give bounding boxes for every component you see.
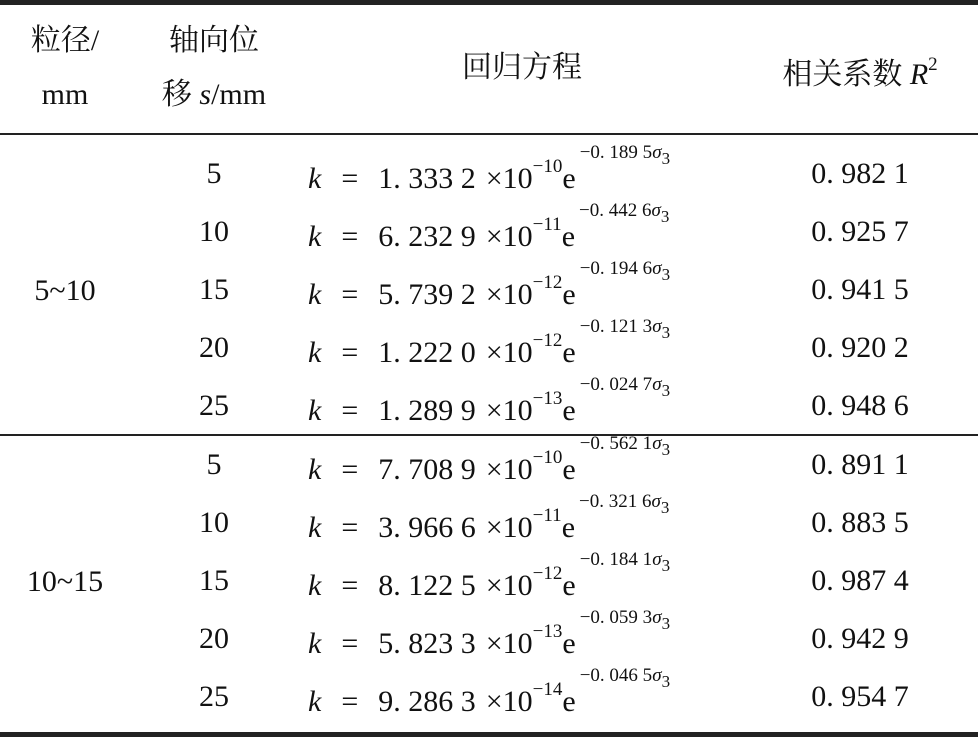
eq-exponent-value: −0. 024 7 [579,374,653,395]
eq-sign: = [341,627,359,660]
group-separator-rule [0,434,978,436]
correlation-coefficient-cell: 0. 987 4 [811,564,909,597]
regression-equation [308,142,671,196]
eq-sign: = [341,394,359,427]
eq-sigma-sub: 3 [661,149,671,168]
eq-exponent-value: −0. 059 3 [579,607,653,628]
eq-sigma-sub: 3 [661,323,671,342]
eq-sign: = [341,336,359,369]
axial-displacement-cell: 10 [199,215,229,248]
eq-coefficient: 3. 966 6 [378,511,476,544]
correlation-coefficient-cell: 0. 941 5 [811,273,909,306]
eq-sigma-sub: 3 [660,207,670,226]
eq-times-ten: ×10 [485,685,533,718]
eq-exponent [579,491,670,517]
eq-lhs: k [308,162,322,195]
correlation-coefficient-cell: 0. 883 5 [811,506,909,539]
eq-sigma: σ [652,433,662,454]
bottom-rule [0,732,978,737]
eq-exponent-value: −0. 189 5 [579,142,653,163]
eq-base-e: e [562,336,576,369]
eq-exponent-value: −0. 321 6 [579,491,652,512]
eq-power: −14 [532,679,563,700]
eq-base-e: e [561,511,576,544]
eq-times-ten: ×10 [485,394,533,427]
eq-coefficient: 9. 286 3 [378,685,476,718]
eq-coefficient: 1. 333 2 [378,162,476,195]
eq-sigma-sub: 3 [661,265,671,284]
eq-sigma: σ [652,142,662,163]
eq-lhs: k [308,394,322,427]
correlation-coefficient-cell: 0. 920 2 [811,331,909,364]
eq-power: −13 [532,621,563,642]
correlation-coefficient-cell: 0. 942 9 [811,622,909,655]
eq-power: −10 [532,156,563,177]
eq-exponent-value: −0. 046 5 [579,665,653,686]
correlation-coefficient-cell: 0. 954 7 [811,680,909,713]
header-axial-displacement-var: s [199,78,212,111]
regression-equation [308,374,671,428]
eq-lhs: k [308,220,322,253]
eq-base-e: e [562,453,576,486]
eq-sign: = [341,511,359,544]
eq-sigma-sub: 3 [661,672,671,691]
eq-coefficient: 5. 823 3 [378,627,476,660]
eq-times-ten: ×10 [485,511,533,544]
eq-exponent [579,142,671,168]
eq-sigma: σ [651,200,661,221]
axial-displacement-cell: 5 [206,448,222,481]
header-regression-equation: 回归方程 [462,51,582,84]
eq-lhs: k [308,569,322,602]
eq-sign: = [341,685,359,718]
regression-equation [308,607,671,661]
axial-displacement-cell: 15 [199,564,229,597]
axial-displacement-cell: 20 [199,622,229,655]
header-particle-size [31,14,99,122]
header-particle-size-line1: 粒径/ [30,24,100,57]
eq-sigma: σ [652,316,662,337]
eq-sign: = [341,569,359,602]
eq-lhs: k [308,336,322,369]
eq-exponent [579,200,670,226]
axial-displacement-cell: 15 [199,273,229,306]
eq-base-e: e [561,220,576,253]
axial-displacement-cell: 5 [206,157,222,190]
eq-power: −12 [532,563,563,584]
eq-exponent [579,316,671,342]
eq-times-ten: ×10 [485,569,533,602]
eq-base-e: e [562,569,576,602]
eq-base-e: e [562,685,576,718]
eq-coefficient: 7. 708 9 [378,453,476,486]
eq-sigma: σ [652,374,662,395]
eq-coefficient: 5. 739 2 [378,278,476,311]
eq-power: −12 [532,330,563,351]
correlation-coefficient-cell: 0. 925 7 [811,215,909,248]
eq-times-ten: ×10 [485,278,533,311]
eq-sigma: σ [652,549,662,570]
eq-lhs: k [308,453,322,486]
eq-lhs: k [308,278,322,311]
eq-base-e: e [562,627,576,660]
eq-sigma: σ [651,491,661,512]
axial-displacement-cell: 25 [199,389,229,422]
eq-power: −13 [532,388,563,409]
eq-times-ten: ×10 [485,162,533,195]
header-axial-displacement-line2 [162,68,266,122]
eq-coefficient: 6. 232 9 [378,220,476,253]
eq-power: −12 [532,272,563,293]
eq-exponent-value: −0. 442 6 [579,200,652,221]
header-correlation-var: R [909,58,929,91]
regression-equation [308,491,670,545]
axial-displacement-cell: 25 [199,680,229,713]
eq-power: −10 [532,447,563,468]
correlation-coefficient-cell: 0. 982 1 [811,157,909,190]
regression-equation [308,665,671,719]
correlation-coefficient-cell: 0. 891 1 [811,448,909,481]
eq-coefficient: 8. 122 5 [378,569,476,602]
eq-times-ten: ×10 [485,453,533,486]
header-rule [0,133,978,135]
eq-sigma: σ [652,607,662,628]
eq-base-e: e [562,278,576,311]
top-rule [0,0,978,5]
regression-equation [308,433,671,487]
eq-times-ten: ×10 [485,627,533,660]
eq-exponent [579,607,671,633]
correlation-coefficient-cell: 0. 948 6 [811,389,909,422]
eq-sigma: σ [652,665,662,686]
regression-equation [308,200,670,254]
header-correlation-label: 相关系数 [782,58,910,91]
header-axial-displacement-prefix: 移 [161,78,200,111]
eq-exponent [579,433,671,459]
regression-equation [308,258,671,312]
header-axial-displacement [162,14,266,122]
eq-sign: = [341,220,359,253]
group-size-cell: 5~10 [34,274,96,307]
eq-power: −11 [532,214,562,235]
eq-coefficient: 1. 289 9 [378,394,476,427]
eq-sigma-sub: 3 [661,556,671,575]
eq-coefficient: 1. 222 0 [378,336,476,369]
eq-exponent [579,665,671,691]
eq-sign: = [341,453,359,486]
eq-exponent-value: −0. 121 3 [579,316,653,337]
eq-sign: = [341,162,359,195]
eq-times-ten: ×10 [485,220,533,253]
eq-exponent [579,258,671,284]
eq-sigma-sub: 3 [660,498,670,517]
eq-exponent [579,374,671,400]
eq-exponent-value: −0. 184 1 [579,549,653,570]
axial-displacement-cell: 10 [199,506,229,539]
header-correlation-sup: 2 [928,54,938,75]
header-axial-displacement-unit: /mm [211,78,267,111]
header-correlation-coefficient [782,38,937,102]
eq-sigma-sub: 3 [661,381,671,400]
eq-sigma: σ [652,258,662,279]
eq-lhs: k [308,685,322,718]
regression-equation [308,316,671,370]
eq-sign: = [341,278,359,311]
eq-exponent-value: −0. 194 6 [579,258,653,279]
eq-sigma-sub: 3 [661,614,671,633]
eq-exponent-value: −0. 562 1 [579,433,653,454]
eq-base-e: e [562,394,576,427]
axial-displacement-cell: 20 [199,331,229,364]
eq-lhs: k [308,511,322,544]
eq-base-e: e [562,162,576,195]
header-particle-size-line2: mm [41,78,89,111]
eq-exponent [579,549,671,575]
group-size-cell: 10~15 [26,565,104,598]
eq-times-ten: ×10 [485,336,533,369]
regression-equation [308,549,671,603]
eq-lhs: k [308,627,322,660]
header-axial-displacement-line1: 轴向位 [168,24,259,57]
eq-sigma-sub: 3 [661,440,671,459]
eq-power: −11 [532,505,562,526]
